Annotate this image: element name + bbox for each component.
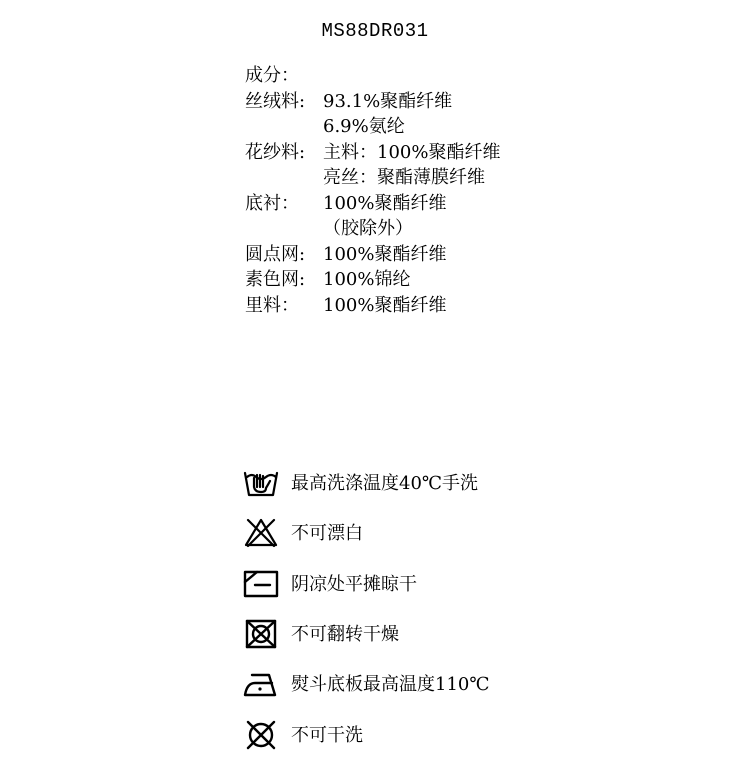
composition-value: 100%锦纶 (323, 269, 411, 290)
composition-row (245, 165, 500, 191)
care-text: 不可翻转干燥 (291, 624, 399, 646)
product-code: MS88DR031 (321, 20, 429, 42)
composition-row (245, 191, 500, 217)
no-tumble-dry-icon (243, 617, 279, 649)
care-text: 最高洗涤温度40℃手洗 (291, 473, 479, 495)
composition-row (245, 114, 500, 140)
iron-110-icon (243, 667, 279, 699)
composition-label (245, 165, 323, 191)
care-text: 阴凉处平摊晾干 (291, 573, 417, 595)
composition-label (245, 216, 323, 242)
composition-label: 花纱料: (245, 141, 306, 163)
composition-row (245, 216, 500, 242)
composition-label: 丝绒料: (245, 90, 306, 112)
composition-label: 圆点网: (245, 243, 306, 265)
composition-value: 6.9%氨纶 (323, 116, 405, 137)
composition-row (245, 267, 500, 293)
composition-row (245, 242, 500, 268)
care-item (243, 658, 490, 708)
care-item (243, 507, 490, 557)
composition-value: 主料：100%聚酯纤维 (323, 141, 501, 163)
composition-row (245, 293, 500, 319)
composition-section (245, 63, 500, 318)
composition-row (245, 140, 500, 166)
composition-label: 底衬： (245, 192, 299, 214)
no-dry-clean-icon (243, 718, 279, 750)
care-item (243, 558, 490, 608)
care-text: 不可干洗 (291, 724, 363, 746)
composition-row (245, 89, 500, 115)
composition-label: 素色网: (245, 269, 306, 290)
composition-label (245, 114, 323, 140)
care-text: 熨斗底板最高温度110℃ (291, 674, 490, 696)
care-item (243, 457, 490, 507)
care-item (243, 708, 490, 758)
composition-value: 100%聚酯纤维 (323, 243, 447, 265)
composition-value: 亮丝：聚酯薄膜纤维 (323, 167, 485, 188)
dry-flat-shade-icon (243, 567, 279, 599)
care-instructions (243, 457, 490, 759)
composition-value: （胶除外） (323, 218, 413, 239)
composition-label: 里料： (245, 294, 299, 316)
composition-heading: 成分： (245, 65, 299, 86)
care-text: 不可漂白 (291, 523, 363, 545)
hand-wash-icon (243, 466, 279, 498)
composition-value: 93.1%聚酯纤维 (323, 90, 453, 112)
composition-value: 100%聚酯纤维 (323, 192, 447, 214)
no-bleach-icon (243, 516, 279, 548)
composition-value: 100%聚酯纤维 (323, 294, 447, 316)
care-item (243, 608, 490, 658)
